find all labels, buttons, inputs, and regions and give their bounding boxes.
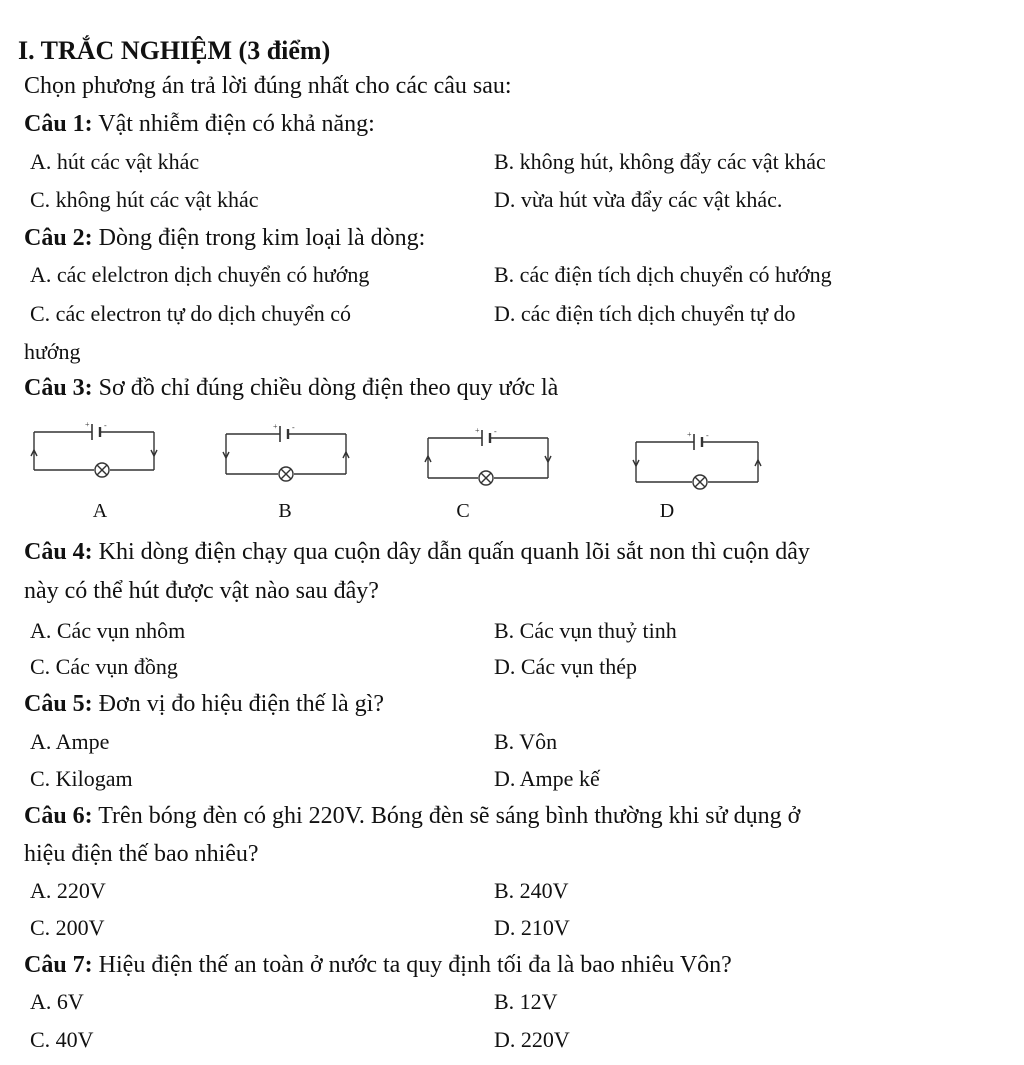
q7-option-d: D. 220V (494, 1027, 570, 1052)
q1-option-d: D. vừa hút vừa đẩy các vật khác. (494, 187, 783, 212)
question-6-label: Câu 6: (24, 803, 93, 829)
q2-option-c-continued: hướng (24, 339, 81, 364)
question-3 (24, 376, 558, 400)
section-title: I. TRẮC NGHIỆM (3 điểm) (18, 36, 331, 65)
q1-option-c: C. không hút các vật khác (30, 187, 259, 212)
q6-option-c: C. 200V (30, 915, 105, 940)
question-3-text: Sơ đồ chỉ đúng chiều dòng điện theo quy ước là (92, 375, 559, 401)
question-5-label: Câu 5: (24, 691, 93, 717)
q4-option-c: C. Các vụn đồng (30, 654, 178, 679)
battery-minus-c: - (494, 427, 497, 436)
question-4-text: Khi dòng điện chạy qua cuộn dây dẫn quấn quanh lõi sắt non thì cuộn dây (92, 539, 810, 565)
diagram-label-b: B (278, 500, 292, 522)
q1-option-a: A. hút các vật khác (30, 149, 200, 174)
q5-option-a: A. Ampe (30, 729, 110, 754)
question-3-label: Câu 3: (24, 375, 93, 401)
question-6-text: Trên bóng đèn có ghi 220V. Bóng đèn sẽ sáng bình thường khi sử dụng ở (92, 803, 801, 829)
question-4 (24, 540, 810, 564)
battery-plus-d: + (687, 430, 692, 439)
battery-minus-a: - (104, 421, 107, 430)
question-4-label: Câu 4: (24, 539, 93, 565)
circuit-diagram-c (424, 422, 554, 492)
q4-option-b: B. Các vụn thuỷ tinh (494, 618, 677, 643)
battery-plus-b: + (273, 422, 278, 431)
q4-option-a: A. Các vụn nhôm (30, 618, 186, 643)
circuit-diagram-b (222, 420, 352, 490)
q1-option-b: B. không hút, không đẩy các vật khác (494, 149, 826, 174)
instruction: Chọn phương án trả lời đúng nhất cho các câu sau: (24, 73, 512, 99)
q6-option-b: B. 240V (494, 878, 569, 903)
q7-option-a: A. 6V (30, 989, 84, 1014)
battery-plus-a: + (85, 420, 90, 429)
question-6 (24, 804, 800, 828)
q7-option-c: C. 40V (30, 1027, 94, 1052)
q7-option-b: B. 12V (494, 989, 558, 1014)
question-1 (24, 112, 375, 136)
question-7-label: Câu 7: (24, 952, 93, 978)
question-7-text: Hiệu điện thế an toàn ở nước ta quy định tối đa là bao nhiêu Vôn? (92, 952, 732, 978)
q2-option-b: B. các điện tích dịch chuyển có hướng (494, 262, 832, 287)
circuit-diagram-d (632, 426, 764, 496)
battery-minus-d: - (706, 431, 709, 440)
question-1-text: Vật nhiễm điện có khả năng: (92, 111, 375, 137)
q2-option-c: C. các electron tự do dịch chuyển có (30, 301, 352, 326)
question-5-text: Đơn vị đo hiệu điện thế là gì? (92, 691, 384, 717)
q2-option-a: A. các elelctron dịch chuyển có hướng (30, 262, 370, 287)
q6-option-a: A. 220V (30, 878, 106, 903)
q2-option-d: D. các điện tích dịch chuyển tự do (494, 301, 796, 326)
q5-option-d: D. Ampe kế (494, 766, 600, 791)
battery-plus-c: + (475, 426, 480, 435)
question-2-text: Dòng điện trong kim loại là dòng: (92, 225, 426, 251)
diagram-label-c: C (456, 500, 470, 522)
question-7 (24, 953, 732, 977)
q5-option-b: B. Vôn (494, 729, 558, 754)
circuit-diagram-a (30, 418, 160, 488)
question-2-label: Câu 2: (24, 225, 93, 251)
question-1-label: Câu 1: (24, 111, 93, 137)
diagram-label-d: D (659, 500, 675, 522)
q6-option-d: D. 210V (494, 915, 570, 940)
question-6-continued: hiệu điện thế bao nhiêu? (24, 841, 259, 867)
q4-option-d: D. Các vụn thép (494, 654, 637, 679)
q5-option-c: C. Kilogam (30, 766, 133, 791)
battery-minus-b: - (292, 423, 295, 432)
question-4-continued: này có thể hút được vật nào sau đây? (24, 578, 379, 604)
question-5 (24, 692, 384, 716)
diagram-label-a: A (92, 500, 108, 522)
question-2 (24, 226, 425, 250)
